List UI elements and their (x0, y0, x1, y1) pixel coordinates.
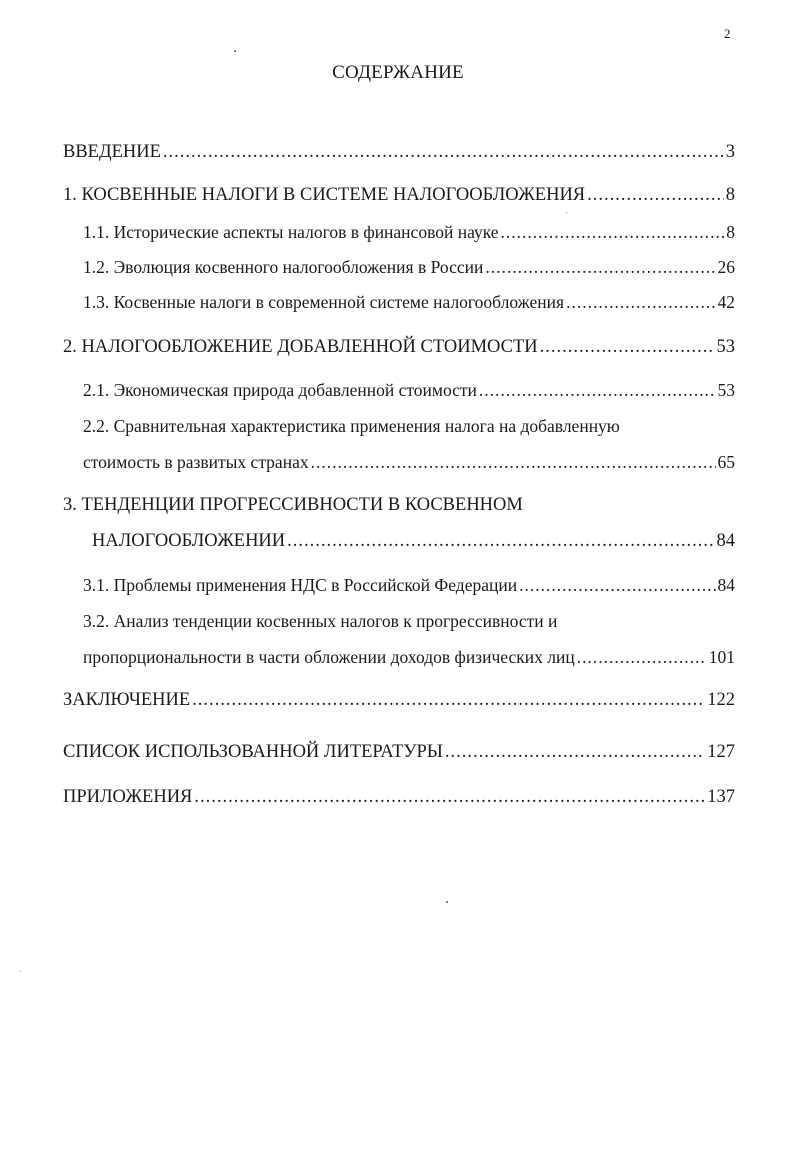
dot-leader (479, 379, 716, 401)
toc-entry-chapter-1 (63, 184, 735, 206)
toc-entry-page: 53 (717, 380, 735, 400)
toc-entry-label: СПИСОК ИСПОЛЬЗОВАННОЙ ЛИТЕРАТУРЫ (63, 742, 443, 762)
toc-entry-page: 53 (716, 337, 735, 357)
toc-entry-page: 3 (725, 142, 735, 162)
dot-leader (163, 141, 724, 163)
scan-speck (234, 50, 236, 52)
dot-leader (587, 184, 724, 206)
toc-entry-page: 84 (717, 575, 735, 595)
toc-entry-section-1-3 (83, 291, 735, 313)
toc-entry-label: 1.1. Исторические аспекты налогов в финансовой науке (83, 222, 499, 242)
toc-entry-label: ЗАКЛЮЧЕНИЕ (63, 690, 191, 710)
dot-leader (485, 256, 715, 278)
toc-entry-page: 84 (716, 531, 735, 551)
toc-entry-section-3-2-line-1: 3.2. Анализ тенденции косвенных налогов к прогрессивности и (83, 611, 558, 631)
toc-entry-page: 8 (725, 185, 735, 205)
dot-leader (501, 221, 725, 243)
toc-entry-label: стоимость в развитых странах (83, 452, 309, 472)
dot-leader (192, 689, 705, 711)
toc-entry-section-2-2 (83, 451, 735, 473)
scan-speck (446, 901, 448, 903)
toc-entry-label: 1. КОСВЕННЫЕ НАЛОГИ В СИСТЕМЕ НАЛОГООБЛОЖЕНИЯ (63, 185, 586, 205)
toc-entry-label: ПРИЛОЖЕНИЯ (63, 787, 193, 807)
toc-entry-section-2-1 (83, 379, 735, 401)
toc-entry-page: 101 (708, 647, 735, 667)
toc-entry-page: 137 (707, 787, 735, 807)
toc-entry-page: 26 (717, 257, 735, 277)
dot-leader (445, 741, 705, 763)
toc-entry-chapter-2 (63, 336, 735, 358)
toc-entry-appendices (63, 786, 735, 808)
dot-leader (566, 291, 715, 313)
toc-entry-label: 1.3. Косвенные налоги в современной системе налогообложения (83, 292, 565, 312)
toc-entry-page: 42 (717, 292, 735, 312)
dot-leader (311, 451, 716, 473)
toc-entry-page: 8 (726, 222, 735, 242)
toc-entry-section-2-2-line-1: 2.2. Сравнительная характеристика применения налога на добавленную (83, 416, 620, 436)
toc-entry-section-3-2 (83, 646, 735, 668)
toc-entry-label: ВВЕДЕНИЕ (63, 142, 161, 162)
dot-leader (194, 786, 705, 808)
toc-entry-chapter-3 (92, 530, 735, 552)
page-number: 2 (724, 26, 731, 41)
toc-entry-introduction (63, 141, 735, 163)
toc-entry-label: 3.1. Проблемы применения НДС в Российской Федерации (83, 575, 518, 595)
toc-entry-conclusion (63, 689, 735, 711)
dot-leader (519, 574, 715, 596)
toc-entry-chapter-3-line-1: 3. ТЕНДЕНЦИИ ПРОГРЕССИВНОСТИ В КОСВЕННОМ (63, 495, 523, 515)
scan-speck (20, 971, 21, 972)
toc-entry-section-3-1 (83, 574, 735, 596)
toc-entry-label: 2. НАЛОГООБЛОЖЕНИЕ ДОБАВЛЕННОЙ СТОИМОСТИ (63, 337, 538, 357)
dot-leader (287, 530, 714, 552)
toc-entry-page: 122 (707, 690, 735, 710)
toc-entry-label: 1.2. Эволюция косвенного налогообложения в России (83, 257, 484, 277)
toc-entry-label: НАЛОГООБЛОЖЕНИИ (92, 531, 286, 551)
toc-entry-section-1-2 (83, 256, 735, 278)
dot-leader (577, 646, 707, 668)
toc-entry-references (63, 741, 735, 763)
toc-entry-label: пропорциональности в части обложении доходов физических лиц (83, 647, 575, 667)
toc-entry-page: 127 (707, 742, 735, 762)
page-title: СОДЕРЖАНИЕ (332, 62, 464, 83)
scan-speck (566, 212, 567, 213)
toc-entry-page: 65 (717, 452, 735, 472)
toc-entry-label: 2.1. Экономическая природа добавленной стоимости (83, 380, 477, 400)
dot-leader (540, 336, 715, 358)
toc-entry-section-1-1 (83, 221, 735, 243)
